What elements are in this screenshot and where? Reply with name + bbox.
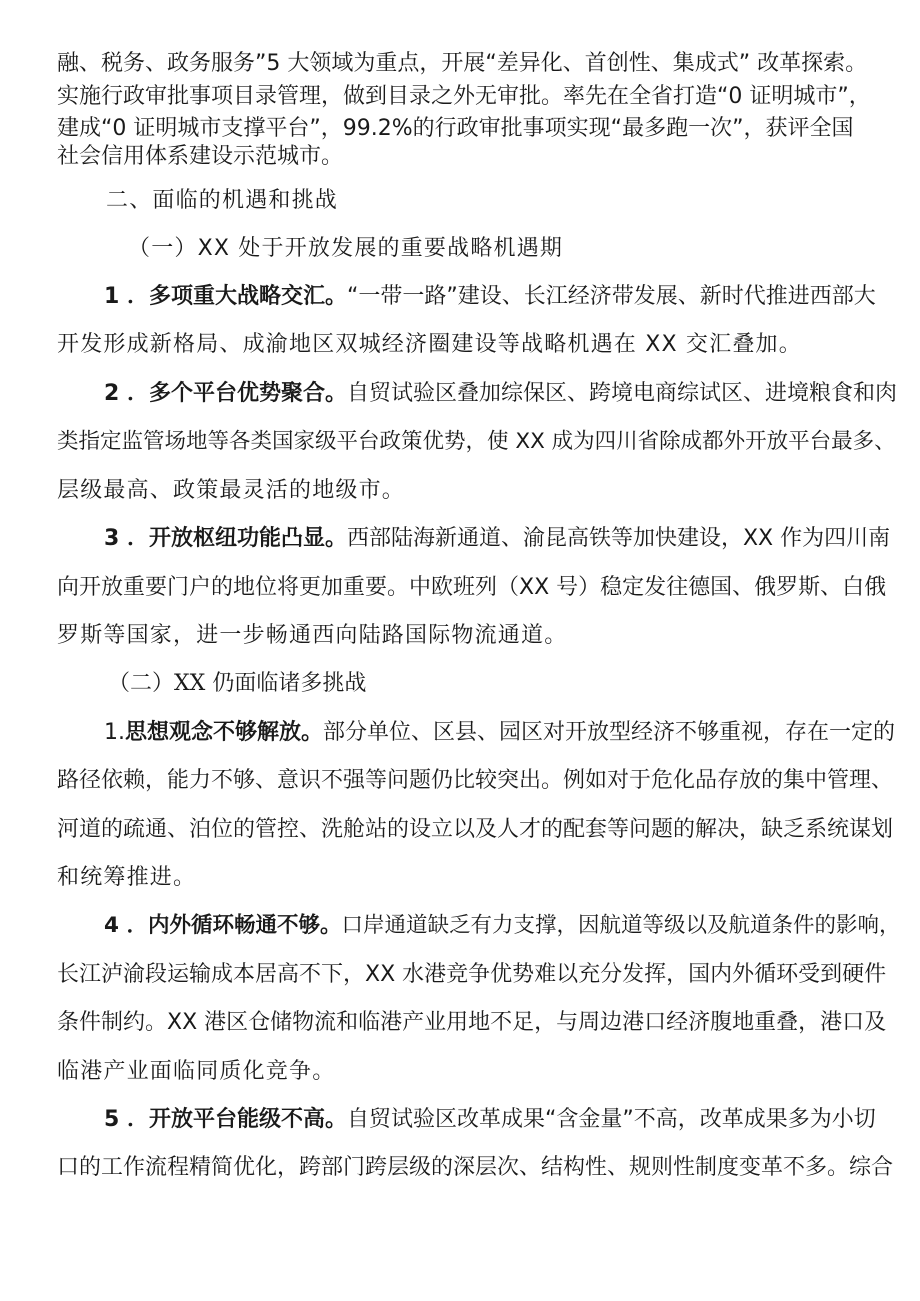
section-title: 二、面临的机遇和挑战 xyxy=(106,188,339,213)
paragraph-5-line-1 xyxy=(104,912,900,940)
paragraph-5-line-2: 长江泸渝段运输成本居高不下，XX 水港竞争优势难以充分发挥，国内外循环受到硬件 xyxy=(57,962,887,987)
paragraph-4-line-3: 河道的疏通、泊位的管控、洗舱站的设立以及人才的配套等问题的解决，缺乏系统谋划 xyxy=(57,817,894,842)
paragraph-5-lead: 4 ．内外循环畅通不够。 xyxy=(104,913,342,938)
paragraph-1-line-2: 开发形成新格局、成渝地区双城经济圈建设等战略机遇在 XX 交汇叠加。 xyxy=(57,332,802,357)
paragraph-4-text: 部分单位、区县、园区对开放型经济不够重视，存在一定的 xyxy=(323,720,896,745)
paragraph-6-line-1 xyxy=(104,1106,876,1134)
paragraph-5-line-3: 条件制约。XX 港区仓储物流和临港产业用地不足，与周边港口经济腹地重叠，港口及 xyxy=(57,1010,887,1035)
paragraph-5-text: 口岸通道缺乏有力支撑，因航道等级以及航道条件的影响， xyxy=(341,913,901,938)
paragraph-2-line-1 xyxy=(104,380,897,408)
paragraph-4-lead: 思想观念不够解放。 xyxy=(125,720,324,745)
intro-line-4: 社会信用体系建设示范城市。 xyxy=(57,144,344,169)
paragraph-3-lead: 3 ．开放枢纽功能凸显。 xyxy=(104,526,347,551)
subsection-title-1: （一）XX 处于开放发展的重要战略机遇期 xyxy=(128,236,564,261)
paragraph-4-number: 1. xyxy=(104,720,125,745)
intro-line-2: 实施行政审批事项目录管理，做到目录之外无审批。率先在全省打造“0 证明城市”， xyxy=(57,84,871,109)
intro-line-1: 融、税务、政务服务”5 大领域为重点，开展“差异化、首创性、集成式” 改革探索。 xyxy=(57,51,868,76)
paragraph-6-text: 自贸试验区改革成果“含金量”不高，改革成果多为小切 xyxy=(346,1107,876,1132)
paragraph-3-line-3: 罗斯等国家，进一步畅通西向陆路国际物流通道。 xyxy=(57,623,568,648)
intro-line-3: 建成“0 证明城市支撑平台”，99.2%的行政审批事项实现“最多跑一次”，获评全国 xyxy=(57,116,854,141)
subsection-title-2: （二）XX 仍面临诸多挑战 xyxy=(108,671,367,696)
paragraph-3-line-1 xyxy=(104,525,890,553)
paragraph-3-text: 西部陆海新通道、渝昆高铁等加快建设，XX 作为四川南 xyxy=(346,526,891,551)
paragraph-6-lead: 5 ．开放平台能级不高。 xyxy=(104,1107,347,1132)
paragraph-3-line-2: 向开放重要门户的地位将更加重要。中欧班列（XX 号）稳定发往德国、俄罗斯、白俄 xyxy=(57,575,887,600)
paragraph-2-text: 自贸试验区叠加综保区、跨境电商综试区、进境粮食和肉 xyxy=(346,381,897,406)
paragraph-4-line-1 xyxy=(104,719,895,747)
paragraph-2-line-2: 类指定监管场地等各类国家级平台政策优势，使 XX 成为四川省除成都外开放平台最多、 xyxy=(57,429,896,454)
paragraph-4-line-4: 和统筹推进。 xyxy=(57,865,197,890)
paragraph-5-line-4: 临港产业面临同质化竞争。 xyxy=(57,1059,336,1084)
paragraph-2-lead: 2 ．多个平台优势聚合。 xyxy=(104,381,347,406)
paragraph-4-line-2: 路径依赖，能力不够、意识不强等问题仍比较突出。例如对于危化品存放的集中管理、 xyxy=(57,768,894,793)
paragraph-6-line-2: 口的工作流程精简优化，跨部门跨层级的深层次、结构性、规则性制度变革不多。综合 xyxy=(57,1155,894,1180)
paragraph-1-line-1 xyxy=(104,283,876,311)
paragraph-1-lead: 1 ．多项重大战略交汇。 xyxy=(104,284,347,309)
paragraph-1-text: “一带一路”建设、长江经济带发展、新时代推进西部大 xyxy=(346,284,876,309)
paragraph-2-line-3: 层级最高、政策最灵活的地级市。 xyxy=(57,478,406,503)
